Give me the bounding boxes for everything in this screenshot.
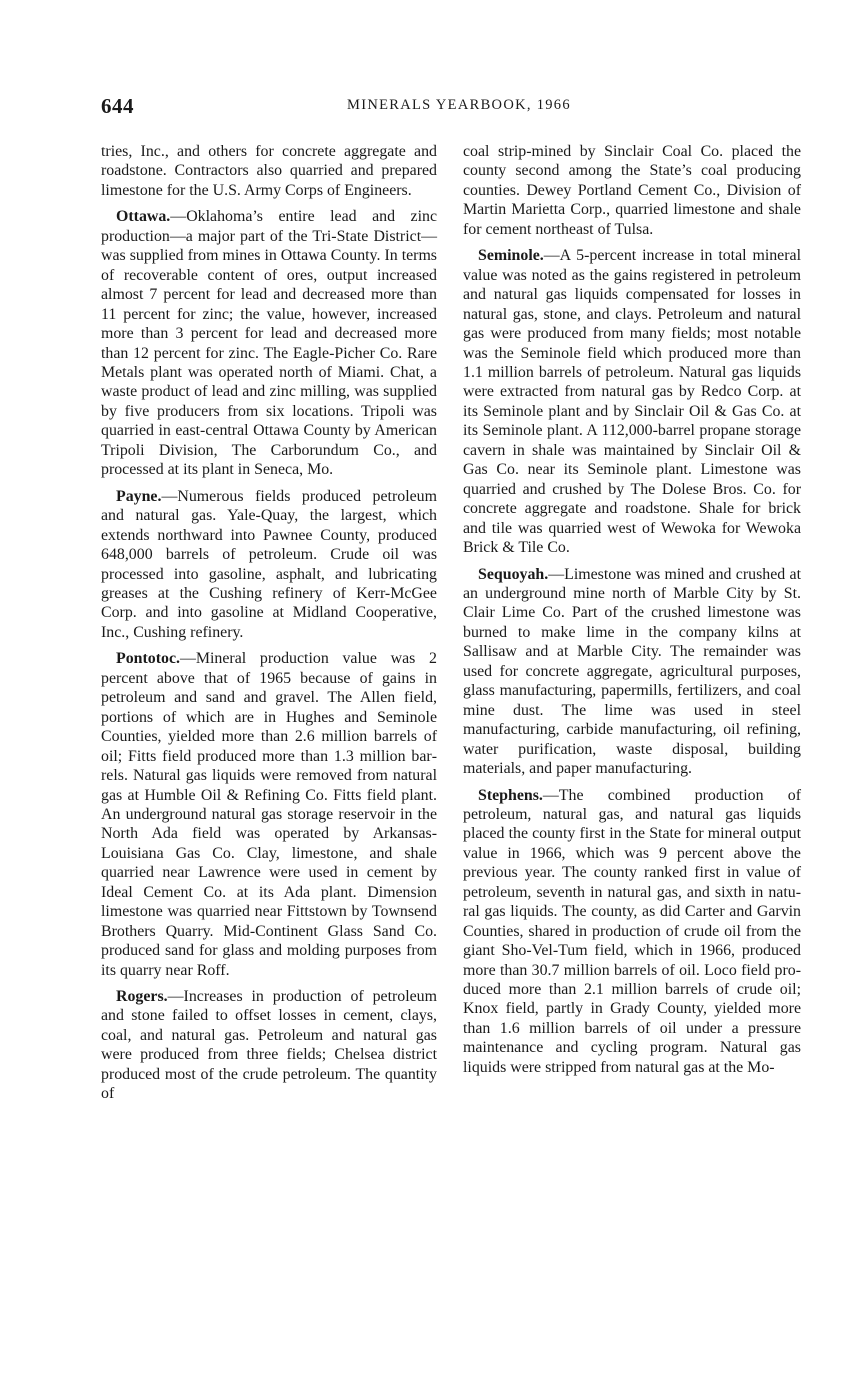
paragraph-seminole [463,246,801,557]
paragraph-payne [101,487,437,643]
county-heading-payne: Payne. [116,487,162,505]
left-column [101,142,437,1111]
paragraph-text: coal strip-mined by Sinclair Coal Co. placed the county second among the State’s coal producing counties. Dewey Portland Cement Co., Division of Martin Marietta Corp., quarried limestone and shale for cement northeast of Tulsa. [463,143,801,238]
paragraph-ottawa [101,207,437,479]
paragraph-text: —The combined production of petroleum, natural gas, and natural gas liquids placed the county first in the State for mineral output value in 1966, which was 9 percent above the previous year. The county ranked first in value of petroleum, seventh in natural gas, and sixth in natural gas liquids. The county, as did Carter and Garvin Counties, shared in production of crude oil from the giant Sho-Vel-Tum field, which in 1966, produced more than 30.7 million barrels of oil. Loco field produced more than 2.1 million barrels of crude oil; Knox field, partly in Grady County, yielded more than 1.6 million barrels of oil under a pressure maintenance and cycling program. Natural gas liquids were stripped from natural gas at the Mo- [463,786,801,1076]
county-heading-rogers: Rogers. [116,988,168,1006]
right-column [463,142,801,1084]
paragraph-continued [101,142,437,200]
paragraph-text: —A 5-percent increase in total mineral value was noted as the gains registered in petroleum and natural gas liquids compensated for losses in natural gas, stone, and clays. Petroleum and natural gas were produced from many fields; most notable was the Seminole field which produced more than 1.1 million barrels of petroleum. Natural gas liquids were extracted from natural gas by Redco Corp. at its Seminole plant and by Sinclair Oil & Gas Co. at its Seminole plant. A 112,000-barrel propane storage cavern in shale was maintained by Sinclair Oil & Gas Co. near its Seminole plant. Limestone was quarried and crushed by The Dolese Bros. Co. for concrete aggregate and roadstone. Shale for brick and tile was quarried west of Wewoka for Wewoka Brick & Tile Co. [463,247,801,557]
county-heading-seminole: Seminole. [478,247,544,265]
paragraph-text: —Limestone was mined and crushed at an underground mine north of Marble City by St. Clair Lime Co. Part of the crushed limestone was burned to make lime in the company kilns at Sallisaw and at Marble City. The remainder was used for concrete aggregate, agricultural purposes, glass manufacturing, papermills, fertilizers, and coal mine dust. The lime was used in steel manufacturing, carbide manufacturing, oil refining, water purification, waste disposal, building materials, and paper manufacturing. [463,565,801,778]
paragraph-text: tries, Inc., and others for concrete aggregate and roadstone. Contractors also quarried and prepared limestone for the U.S. Army Corps of Engineers. [101,143,437,199]
paragraph-text: —Numerous fields produced petroleum and natural gas. Yale-Quay, the largest, which extends northward into Pawnee County, produced 648,000 barrels of petroleum. Crude oil was processed into gasoline, asphalt, and lubricating greases at the Cushing refinery of Kerr-McGee Corp. and into gasoline at Midland Cooperative, Inc., Cushing refinery. [101,487,437,641]
page-header [101,92,801,122]
paragraph-stephens [463,786,801,1078]
paragraph-continued [463,142,801,239]
paragraph-pontotoc [101,649,437,980]
county-heading-sequoyah: Sequoyah. [478,565,549,583]
paragraph-text: —Increases in production of petroleum and stone failed to offset losses in cement, clays, coal, and natural gas. Petroleum and natural gas were produced from three fields; Chelsea district produced most of the crude petroleum. The quantity of [101,988,437,1103]
county-heading-stephens: Stephens. [478,786,543,804]
paragraph-text: —Oklahoma’s entire lead and zinc production—a major part of the Tri-State District—was supplied from mines in Ottawa County. In terms of recoverable content of ores, output increased almost 7 percent for lead and decreased more than 11 percent for zinc; the value, however, increased more than 3 percent for lead and decreased more than 12 percent for zinc. The Eagle-Picher Co. Rare Metals plant was operated north of Miami. Chat, a waste product of lead and zinc milling, was supplied by five producers from six locations. Tripoli was quarried in east-central Ottawa County by American Tripoli Division, The Carborundum Co., and processed at its plant in Seneca, Mo. [101,208,437,479]
page-number: 644 [101,94,134,118]
paragraph-rogers [101,987,437,1104]
paragraph-sequoyah [463,565,801,779]
county-heading-pontotoc: Pontotoc. [116,650,180,668]
paragraph-text: —Mineral production value was 2 percent above that of 1965 because of gains in petroleum and sand and gravel. The Allen field, portions of which are in Hughes and Seminole Counties, yielded more than 2.6 million barrels of oil; Fitts field produced more than 1.3 million barrels. Natural gas liquids were removed from natural gas at Humble Oil & Refining Co. Fitts field plant. An underground natural gas storage reservoir in the North Ada field was operated by Arkansas-Louisiana Gas Co. Clay, limestone, and shale quarried near Lawrence were used in cement by Ideal Cement Co. at its Ada plant. Dimension limestone was quarried near Fittstown by Townsend Brothers Quarry. Mid-Continent Glass Sand Co. produced sand for glass and molding purposes from its quarry near Roff. [101,650,437,979]
running-title: MINERALS YEARBOOK, 1966 [347,97,571,113]
county-heading-ottawa: Ottawa. [116,208,171,226]
